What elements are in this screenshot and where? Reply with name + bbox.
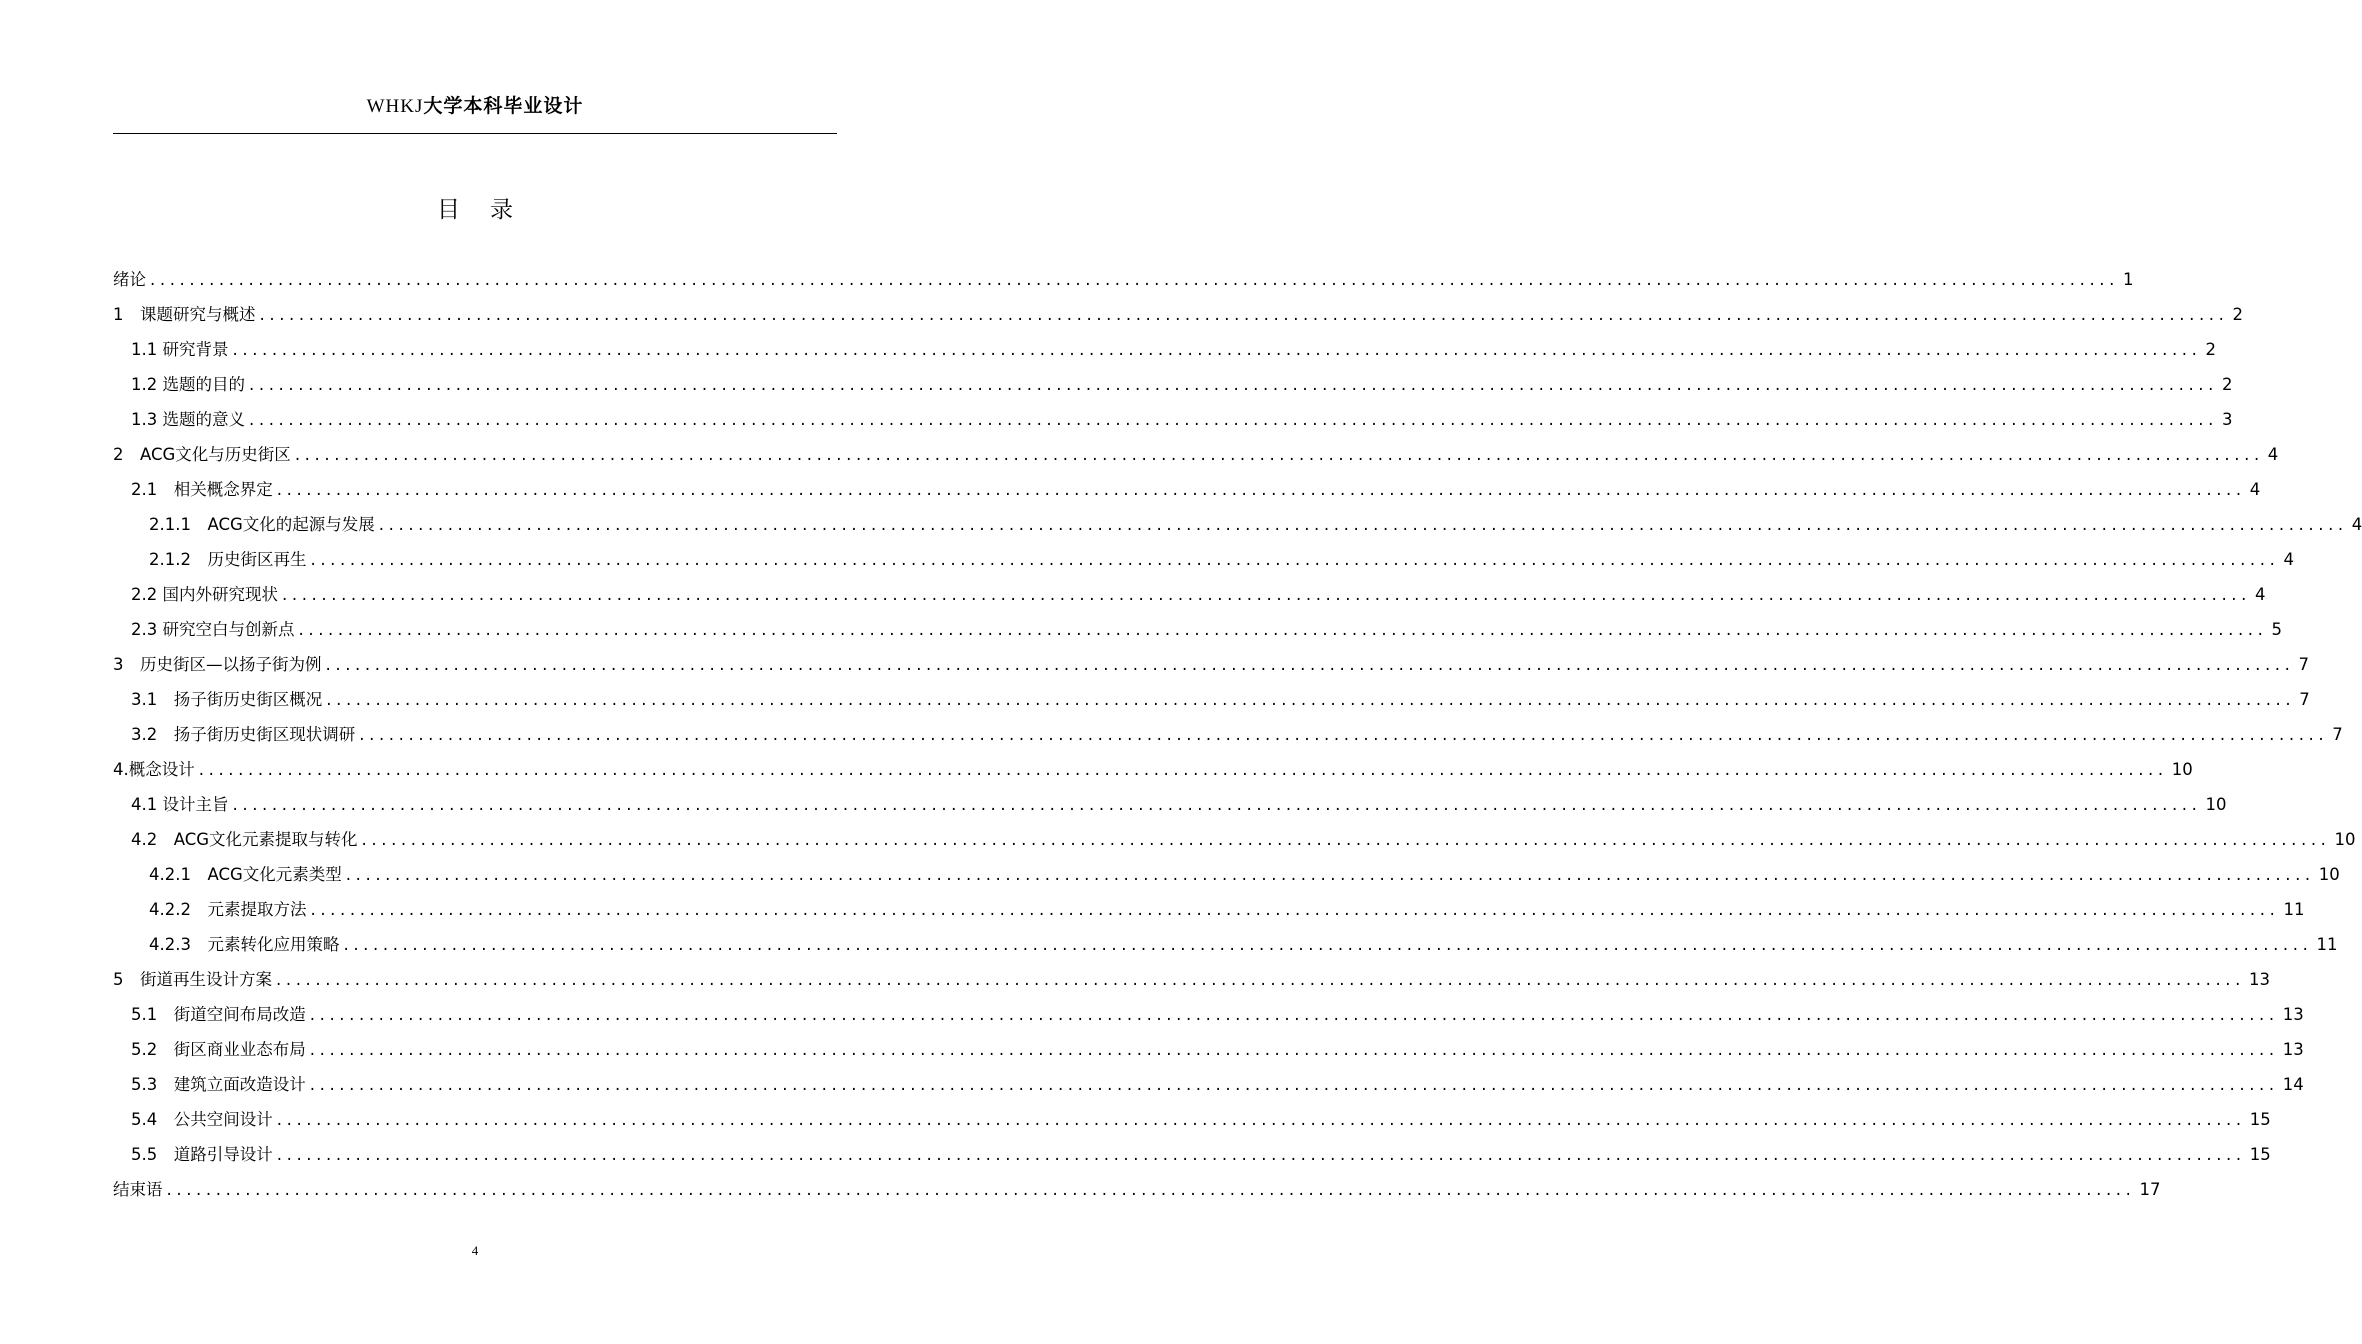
- toc-heading: 目录: [437, 197, 543, 223]
- toc-entry-label: 3.2 扬子街历史街区现状调研: [131, 725, 356, 744]
- toc-entry-page: 10: [2171, 760, 2193, 779]
- toc-entry-label: 绪论: [113, 270, 146, 289]
- toc-leader-dots: ........................................................................................................................................................................................................: [298, 620, 2268, 639]
- toc-entry[interactable]: [113, 472, 2261, 507]
- toc-entry[interactable]: [113, 682, 2310, 717]
- toc-leader-dots: ........................................................................................................................................................................................................: [326, 690, 2296, 709]
- toc-leader-dots: ........................................................................................................................................................................................................: [276, 480, 2246, 499]
- toc-entry[interactable]: [113, 1172, 2161, 1207]
- toc-entry-page: 5: [2271, 620, 2282, 639]
- toc-entry-label: 5.3 建筑立面改造设计: [131, 1075, 306, 1094]
- toc-leader-dots: ........................................................................................................................................................................................................: [310, 550, 2280, 569]
- toc-entry-page: 10: [2205, 795, 2227, 814]
- toc-entry-label: 2.1 相关概念界定: [131, 480, 273, 499]
- toc-entry[interactable]: [113, 612, 2282, 647]
- toc-entry[interactable]: [113, 752, 2193, 787]
- toc-entry-page: 2: [2221, 375, 2233, 394]
- toc-entry-label: 结束语: [113, 1180, 163, 1199]
- toc-entry[interactable]: [113, 787, 2227, 822]
- toc-entry-page: 11: [2283, 900, 2305, 919]
- toc-entry-page: 13: [2282, 1005, 2304, 1024]
- toc-leader-dots: ........................................................................................................................................................................................................: [232, 340, 2202, 359]
- toc-entry-label: 4.概念设计: [113, 760, 195, 779]
- toc-leader-dots: ........................................................................................................................................................................................................: [166, 1180, 2136, 1199]
- toc-entry-page: 13: [2248, 970, 2270, 989]
- toc-entry-page: 1: [2122, 270, 2134, 289]
- toc-entry-page: 10: [2334, 830, 2356, 849]
- toc-leader-dots: ........................................................................................................................................................................................................: [249, 375, 2218, 394]
- toc-entry-page: 4: [2283, 550, 2294, 569]
- toc-entry[interactable]: [113, 437, 2279, 472]
- page-header: [113, 88, 837, 124]
- toc-entry-page: 7: [2299, 690, 2310, 709]
- toc-leader-dots: ........................................................................................................................................................................................................: [198, 760, 2168, 779]
- toc-entry-label: 4.2.2 元素提取方法: [149, 900, 307, 919]
- toc-leader-dots: ........................................................................................................................................................................................................: [150, 270, 2119, 289]
- toc-entry-label: 4.2.1 ACG文化元素类型: [149, 865, 342, 884]
- toc-entry-label: 2.1.2 历史街区再生: [149, 550, 307, 569]
- toc-entry[interactable]: [113, 857, 2340, 892]
- toc-entry[interactable]: [113, 1137, 2271, 1172]
- toc-entry-label: 5.4 公共空间设计: [131, 1110, 273, 1129]
- toc-entry[interactable]: [113, 1032, 2304, 1067]
- toc-entry[interactable]: [113, 717, 2343, 752]
- toc-entry[interactable]: [113, 577, 2266, 612]
- toc-entry-label: 4.2.3 元素转化应用策略: [149, 935, 340, 954]
- toc-leader-dots: ........................................................................................................................................................................................................: [259, 305, 2229, 324]
- toc-entry[interactable]: [113, 822, 2356, 857]
- toc-leader-dots: ........................................................................................................................................................................................................: [309, 1040, 2279, 1059]
- toc-leader-dots: ........................................................................................................................................................................................................: [310, 900, 2280, 919]
- toc-entry-label: 5.5 道路引导设计: [131, 1145, 273, 1164]
- toc-entry[interactable]: [113, 927, 2338, 962]
- toc-leader-dots: ........................................................................................................................................................................................................: [361, 830, 2331, 849]
- table-of-contents: [113, 262, 2362, 1207]
- toc-entry-page: 14: [2282, 1075, 2304, 1094]
- toc-entry[interactable]: [113, 297, 2243, 332]
- toc-entry-label: 2 ACG文化与历史街区: [113, 445, 291, 464]
- toc-entry[interactable]: [113, 507, 2362, 542]
- toc-entry-label: 5.1 街道空间布局改造: [131, 1005, 306, 1024]
- toc-leader-dots: ........................................................................................................................................................................................................: [345, 865, 2315, 884]
- header-divider: [113, 133, 837, 134]
- toc-entry[interactable]: [113, 647, 2309, 682]
- toc-entry-page: 7: [2332, 725, 2343, 744]
- toc-entry-page: 4: [2267, 445, 2279, 464]
- toc-entry[interactable]: [113, 262, 2134, 297]
- toc-entry-label: 1.2 选题的目的: [131, 375, 245, 394]
- toc-entry[interactable]: [113, 332, 2216, 367]
- toc-leader-dots: ........................................................................................................................................................................................................: [294, 445, 2264, 464]
- toc-leader-dots: ........................................................................................................................................................................................................: [276, 1110, 2246, 1129]
- toc-entry-page: 13: [2282, 1040, 2304, 1059]
- toc-leader-dots: ........................................................................................................................................................................................................: [309, 1005, 2279, 1024]
- toc-entry-page: 4: [2351, 515, 2362, 534]
- toc-entry-label: 1 课题研究与概述: [113, 305, 256, 324]
- toc-entry-page: 10: [2318, 865, 2340, 884]
- toc-leader-dots: ........................................................................................................................................................................................................: [276, 1145, 2246, 1164]
- toc-entry-label: 2.1.1 ACG文化的起源与发展: [149, 515, 375, 534]
- toc-leader-dots: ........................................................................................................................................................................................................: [282, 585, 2251, 604]
- toc-entry-label: 4.2 ACG文化元素提取与转化: [131, 830, 358, 849]
- toc-entry-page: 15: [2249, 1110, 2271, 1129]
- page-number: 4: [471, 1243, 479, 1258]
- toc-entry[interactable]: [113, 997, 2304, 1032]
- toc-entry-page: 4: [2254, 585, 2266, 604]
- toc-entry[interactable]: [113, 1067, 2304, 1102]
- toc-entry[interactable]: [113, 367, 2233, 402]
- toc-entry-label: 2.3 研究空白与创新点: [131, 620, 295, 639]
- toc-entry[interactable]: [113, 892, 2305, 927]
- toc-leader-dots: ........................................................................................................................................................................................................: [232, 795, 2202, 814]
- header-title: 大学本科毕业设计: [423, 95, 584, 117]
- toc-entry-page: 7: [2298, 655, 2309, 674]
- toc-entry-label: 1.1 研究背景: [131, 340, 229, 359]
- toc-entry-page: 11: [2316, 935, 2338, 954]
- toc-leader-dots: ........................................................................................................................................................................................................: [276, 970, 2245, 989]
- toc-entry-label: 2.2 国内外研究现状: [131, 585, 278, 604]
- toc-entry-page: 15: [2249, 1145, 2271, 1164]
- toc-leader-dots: ........................................................................................................................................................................................................: [249, 410, 2218, 429]
- toc-entry-label: 3 历史街区—以扬子街为例: [113, 655, 322, 674]
- toc-leader-dots: ........................................................................................................................................................................................................: [343, 935, 2313, 954]
- toc-entry-page: 17: [2139, 1180, 2161, 1199]
- toc-entry[interactable]: [113, 542, 2294, 577]
- toc-leader-dots: ........................................................................................................................................................................................................: [359, 725, 2329, 744]
- toc-entry-label: 4.1 设计主旨: [131, 795, 229, 814]
- header-prefix: WHKJ: [366, 96, 424, 117]
- toc-entry-label: 1.3 选题的意义: [131, 410, 245, 429]
- toc-entry-label: 3.1 扬子街历史街区概况: [131, 690, 323, 709]
- toc-entry-page: 3: [2221, 410, 2233, 429]
- toc-leader-dots: ........................................................................................................................................................................................................: [325, 655, 2295, 674]
- toc-leader-dots: ........................................................................................................................................................................................................: [378, 515, 2348, 534]
- toc-entry-page: 2: [2232, 305, 2243, 324]
- toc-entry[interactable]: [113, 1102, 2271, 1137]
- toc-leader-dots: ........................................................................................................................................................................................................: [309, 1075, 2279, 1094]
- toc-entry[interactable]: [113, 962, 2270, 997]
- toc-entry-page: 4: [2249, 480, 2261, 499]
- toc-entry-page: 2: [2205, 340, 2216, 359]
- toc-entry[interactable]: [113, 402, 2233, 437]
- toc-entry-label: 5.2 街区商业业态布局: [131, 1040, 306, 1059]
- toc-entry-label: 5 街道再生设计方案: [113, 970, 272, 989]
